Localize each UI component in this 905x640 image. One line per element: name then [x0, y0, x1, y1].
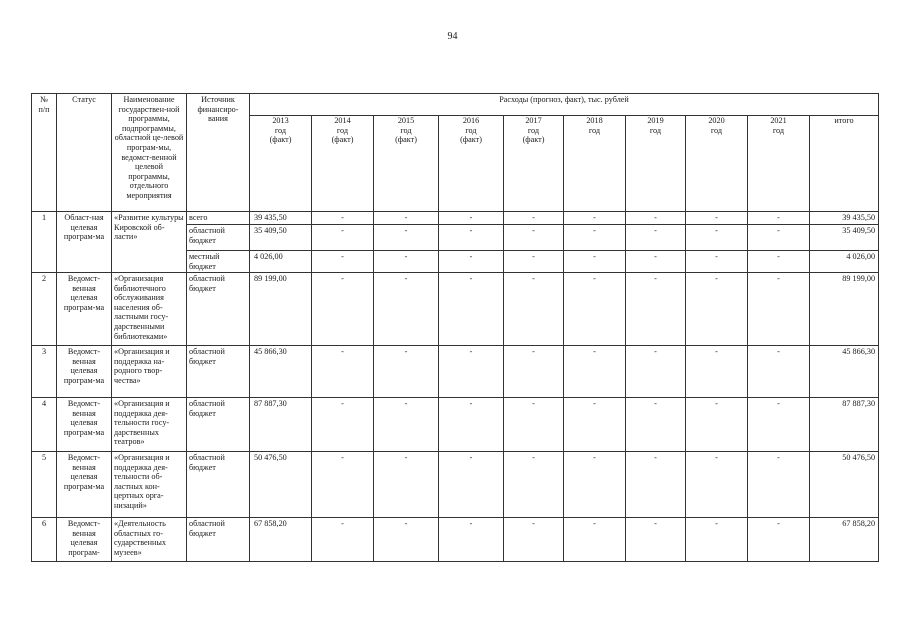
- header-name: Наименование государствен-ной программы, подпрограммы, областной це-левой програм-мы, ведомст-венной целевой программы, отдельного мероприятия: [112, 94, 187, 212]
- row-value-2013: 4 026,00: [250, 251, 312, 273]
- header-year: 2020 год: [686, 116, 748, 212]
- row-source: местный бюджет: [187, 251, 250, 273]
- table-row: [32, 346, 879, 398]
- row-dash: -: [374, 225, 439, 251]
- row-dash: -: [626, 346, 686, 398]
- row-name: «Организация и поддержка дея-тельности госу-дарственных театров»: [112, 398, 187, 452]
- row-num: 2: [32, 273, 57, 346]
- header-year: 2021 год: [748, 116, 810, 212]
- header-status: Статус: [57, 94, 112, 212]
- row-total: 67 858,20: [810, 518, 879, 562]
- row-name: «Развитие культуры Кировской об-ласти»: [112, 212, 187, 273]
- row-dash: -: [439, 225, 504, 251]
- row-num: 4: [32, 398, 57, 452]
- row-dash: -: [312, 346, 374, 398]
- row-value-2013: 39 435,50: [250, 212, 312, 225]
- table-header: [32, 94, 879, 212]
- row-source: областной бюджет: [187, 518, 250, 562]
- row-status: Ведомст-венная целевая програм-ма: [57, 452, 112, 518]
- row-dash: -: [439, 346, 504, 398]
- row-dash: -: [312, 518, 374, 562]
- row-dash: -: [312, 452, 374, 518]
- row-total: 4 026,00: [810, 251, 879, 273]
- table-row: [32, 212, 879, 225]
- table-row: [32, 398, 879, 452]
- header-year: 2019 год: [626, 116, 686, 212]
- row-dash: -: [374, 273, 439, 346]
- row-dash: -: [686, 273, 748, 346]
- row-dash: -: [312, 225, 374, 251]
- row-dash: -: [686, 225, 748, 251]
- row-dash: -: [374, 346, 439, 398]
- row-dash: -: [748, 251, 810, 273]
- row-dash: -: [504, 273, 564, 346]
- row-dash: -: [748, 225, 810, 251]
- expenses-table: [31, 93, 879, 562]
- row-name: «Организация библиотечного обслуживания населения об-ластными госу-дарственными библиотеками»: [112, 273, 187, 346]
- row-value-2013: 45 866,30: [250, 346, 312, 398]
- row-status: Ведомст-венная целевая програм-ма: [57, 273, 112, 346]
- row-dash: -: [564, 398, 626, 452]
- row-dash: -: [374, 452, 439, 518]
- row-dash: -: [564, 225, 626, 251]
- row-dash: -: [748, 212, 810, 225]
- row-dash: -: [504, 452, 564, 518]
- row-num: 6: [32, 518, 57, 562]
- row-total: 35 409,50: [810, 225, 879, 251]
- row-dash: -: [374, 251, 439, 273]
- header-year: 2015 год (факт): [374, 116, 439, 212]
- row-dash: -: [626, 225, 686, 251]
- row-dash: -: [439, 251, 504, 273]
- row-dash: -: [504, 346, 564, 398]
- table-row: [32, 452, 879, 518]
- row-dash: -: [686, 251, 748, 273]
- header-num: № п/п: [32, 94, 57, 212]
- row-dash: -: [439, 212, 504, 225]
- header-year: 2013 год (факт): [250, 116, 312, 212]
- row-status: Ведомст-венная целевая програм-: [57, 518, 112, 562]
- row-status: Ведомст-венная целевая програм-ма: [57, 346, 112, 398]
- header-year: 2016 год (факт): [439, 116, 504, 212]
- row-dash: -: [312, 212, 374, 225]
- row-dash: -: [686, 452, 748, 518]
- row-value-2013: 35 409,50: [250, 225, 312, 251]
- row-dash: -: [748, 452, 810, 518]
- row-source: областной бюджет: [187, 346, 250, 398]
- header-expenses: Расходы (прогноз, факт), тыс. рублей: [250, 94, 879, 116]
- row-dash: -: [626, 251, 686, 273]
- row-dash: -: [564, 452, 626, 518]
- row-num: 3: [32, 346, 57, 398]
- row-dash: -: [748, 398, 810, 452]
- header-source: Источник финансиро-вания: [187, 94, 250, 212]
- row-dash: -: [312, 273, 374, 346]
- row-dash: -: [626, 212, 686, 225]
- table-row: [32, 518, 879, 562]
- row-dash: -: [312, 398, 374, 452]
- header-year: 2018 год: [564, 116, 626, 212]
- row-name: «Деятельность областных го-сударственных музеев»: [112, 518, 187, 562]
- row-dash: -: [686, 518, 748, 562]
- row-dash: -: [439, 398, 504, 452]
- page-number: 94: [447, 31, 458, 42]
- row-dash: -: [626, 273, 686, 346]
- row-dash: -: [504, 518, 564, 562]
- row-dash: -: [564, 273, 626, 346]
- row-num: 5: [32, 452, 57, 518]
- row-dash: -: [686, 398, 748, 452]
- row-dash: -: [626, 452, 686, 518]
- row-dash: -: [748, 518, 810, 562]
- row-dash: -: [374, 398, 439, 452]
- row-dash: -: [626, 398, 686, 452]
- row-dash: -: [686, 346, 748, 398]
- row-value-2013: 67 858,20: [250, 518, 312, 562]
- row-name: «Организация и поддержка на-родного твор-чества»: [112, 346, 187, 398]
- row-dash: -: [504, 212, 564, 225]
- row-dash: -: [374, 518, 439, 562]
- row-value-2013: 87 887,30: [250, 398, 312, 452]
- row-source: областной бюджет: [187, 452, 250, 518]
- row-dash: -: [564, 251, 626, 273]
- row-dash: -: [504, 398, 564, 452]
- row-dash: -: [564, 346, 626, 398]
- row-dash: -: [626, 518, 686, 562]
- row-dash: -: [748, 273, 810, 346]
- row-total: 50 476,50: [810, 452, 879, 518]
- row-dash: -: [312, 251, 374, 273]
- row-value-2013: 89 199,00: [250, 273, 312, 346]
- row-total: 87 887,30: [810, 398, 879, 452]
- row-status: Област-ная целевая програм-ма: [57, 212, 112, 273]
- header-year: 2014 год (факт): [312, 116, 374, 212]
- row-dash: -: [564, 518, 626, 562]
- table-row: [32, 273, 879, 346]
- row-value-2013: 50 476,50: [250, 452, 312, 518]
- row-dash: -: [748, 346, 810, 398]
- row-dash: -: [439, 273, 504, 346]
- row-source: областной бюджет: [187, 225, 250, 251]
- row-dash: -: [504, 251, 564, 273]
- row-dash: -: [504, 225, 564, 251]
- header-year: 2017 год (факт): [504, 116, 564, 212]
- row-status: Ведомст-венная целевая програм-ма: [57, 398, 112, 452]
- row-source: всего: [187, 212, 250, 225]
- row-dash: -: [374, 212, 439, 225]
- row-dash: -: [564, 212, 626, 225]
- row-source: областной бюджет: [187, 398, 250, 452]
- row-total: 89 199,00: [810, 273, 879, 346]
- row-source: областной бюджет: [187, 273, 250, 346]
- row-num: 1: [32, 212, 57, 273]
- row-dash: -: [439, 518, 504, 562]
- row-total: 45 866,30: [810, 346, 879, 398]
- row-name: «Организация и поддержка дея-тельности об-ластных кон-цертных орга-низаций»: [112, 452, 187, 518]
- row-dash: -: [686, 212, 748, 225]
- header-total: итого: [810, 116, 879, 212]
- row-total: 39 435,50: [810, 212, 879, 225]
- row-dash: -: [439, 452, 504, 518]
